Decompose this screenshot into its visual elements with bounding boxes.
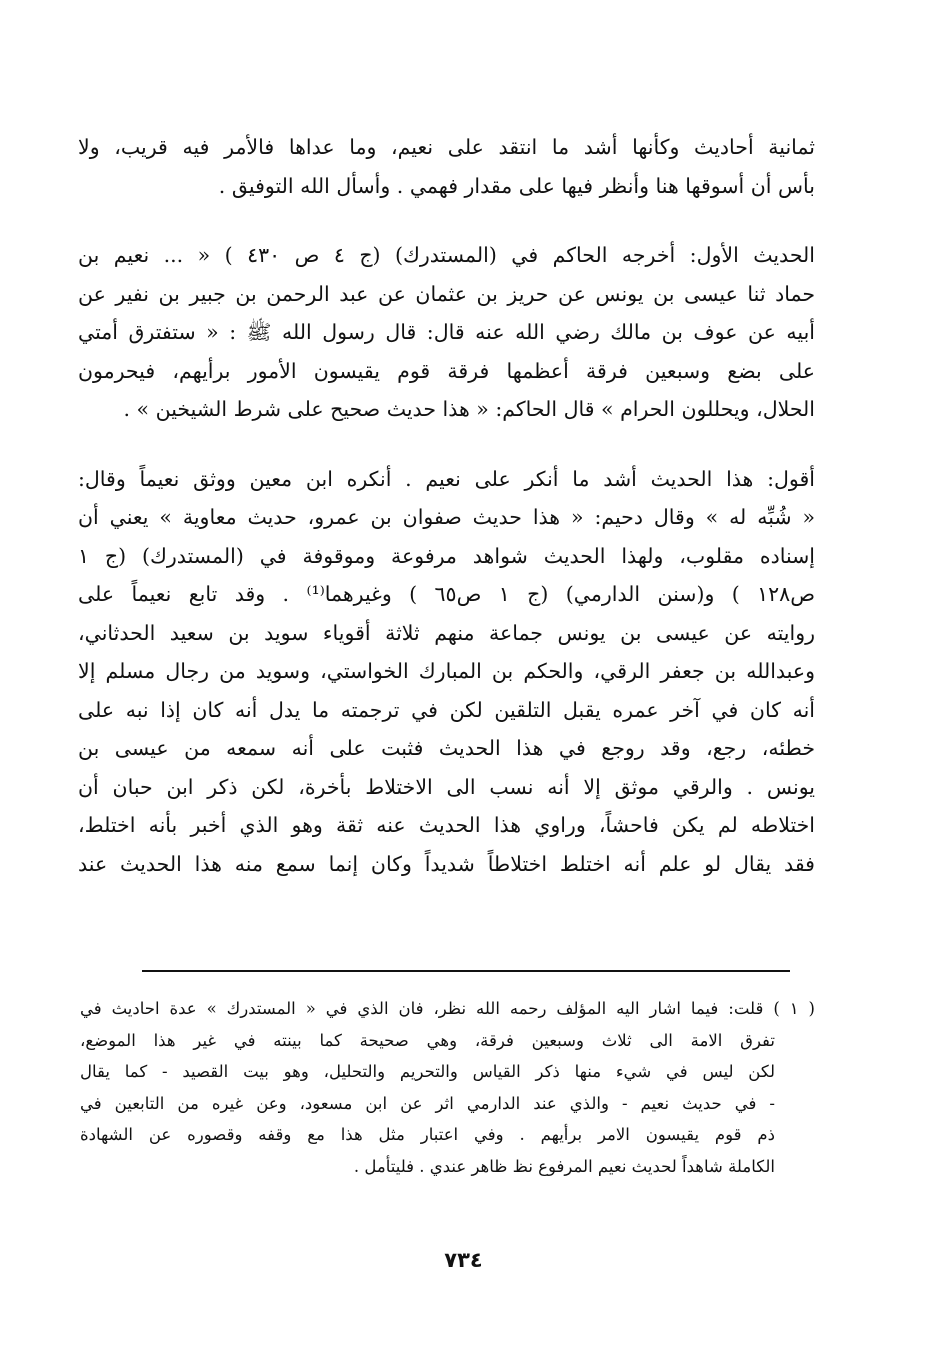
main-text bbox=[78, 128, 815, 883]
footnote-line: الكاملة شاهداً لحديث نعيم المرفوع نظ ظاهر عندي . فليتأمل . bbox=[353, 1156, 775, 1176]
text-line: فقد يقال لو علم أنه اختلط اختلاطاً شديداً وكان إنما سمع منه هذا الحديث عند bbox=[78, 851, 815, 876]
text-line: يونس . والرقي موثق إلا أنه نسب الى الاختلاط بأخرة، لكن ذكر ابن حبان أن bbox=[78, 774, 815, 799]
footnote-divider bbox=[142, 970, 790, 972]
footnote-line: - في حديث نعيم - والذي عند الدارمي اثر عن ابن مسعود، وعن غيره من التابعين في bbox=[80, 1093, 775, 1113]
page-number: ٧٣٤ bbox=[444, 1248, 483, 1272]
text-line: الحديث الأول: أخرجه الحاكم في (المستدرك) (ج ٤ ص ٤٣٠ ) « ... نعيم بن bbox=[78, 243, 815, 267]
text-line: ثمانية أحاديث وكأنها أشد ما انتقد على نعيم، وما عداها فالأمر فيه قريب، ولا bbox=[78, 135, 815, 159]
text-line: اختلاطه لم يكن فاحشاً، وراوي هذا الحديث عنه ثقة وهو الذي أخبر بأنه اختلط، bbox=[78, 813, 815, 837]
text-line: أبيه عن عوف بن مالك رضي الله عنه قال: قال رسول الله ﷺ : « ستفترق أمتي bbox=[78, 320, 815, 344]
text-line: إسناده مقلوب، ولهذا الحديث شواهد مرفوعة وموقوفة في (المستدرك) (ج ١ bbox=[78, 543, 815, 568]
footnote-line: ذم قوم يقيسون الامر برأيهم . وفي اعتبار مثل هذا مع وقفه وقصوره عن الشهادة bbox=[80, 1125, 775, 1145]
paragraph-first-hadith bbox=[78, 236, 815, 429]
text-line: وعبدالله بن جعفر الرقي، والحكم بن المبارك الخواستي، وسويد من رجال مسلم إلا bbox=[78, 659, 815, 683]
text-line: أقول: هذا الحديث أشد ما أنكر على نعيم . أنكره ابن معين ووثق نعيماً وقال: bbox=[78, 466, 815, 491]
paragraph-intro bbox=[78, 128, 815, 205]
footnote bbox=[80, 993, 815, 1183]
text-line: حماد ثنا عيسى بن يونس عن حريز بن عثمان عن عبد الرحمن بن جبير بن نفير عن bbox=[78, 281, 815, 306]
text-line: على بضع وسبعين فرقة أعظمها فرقة قوم يقيسون الأمور برأيهم، فيحرمون bbox=[78, 358, 815, 383]
footnote-line: لكن ليس في شيء منها ذكر القياس والتحريم والتحليل، وهو بيت القصيد - كما يقال bbox=[80, 1062, 775, 1082]
text-line: خطئه، رجع، وقد روجع في هذا الحديث فثبت على أنه سمعه من عيسى بن bbox=[78, 736, 815, 760]
text-line: روايته عن عيسى بن يونس جماعة منهم ثلاثة أقوياء سويد بن سعيد الحدثاني، bbox=[78, 620, 815, 645]
paragraph-commentary bbox=[78, 460, 815, 884]
text-line: أنه كان في آخر عمره يقبل التلقين لكن في ترجمته ما يدل أنه كان إذا نبه على bbox=[78, 697, 815, 722]
text-line: ص١٢٨ ) و(سنن الدارمي) (ج ١ ص٦٥ ) وغيرهما⁽¹⁾ . وقد تابع نعيماً على bbox=[78, 582, 815, 606]
text-line: الحلال، ويحللون الحرام » قال الحاكم: « هذا حديث صحيح على شرط الشيخين » . bbox=[123, 397, 815, 421]
footnote-line: تفرق الامة الى ثلاث وسبعين فرقة، وهي صحيحة كما بينته في غير هذا الموضع، bbox=[80, 1030, 775, 1050]
footnote-line: ( ١ ) قلت: فيما اشار اليه المؤلف رحمه الله نظر، فان الذي في « المستدرك » عدة احاديث في bbox=[80, 999, 815, 1018]
text-line: بأس أن أسوقها هنا وأنظر فيها على مقدار فهمي . وأسأل الله التوفيق . bbox=[218, 173, 815, 198]
text-line: « شُبِّه له » وقال دحيم: « هذا حديث صفوان بن عمرو، حديث معاوية » يعني أن bbox=[78, 505, 815, 529]
